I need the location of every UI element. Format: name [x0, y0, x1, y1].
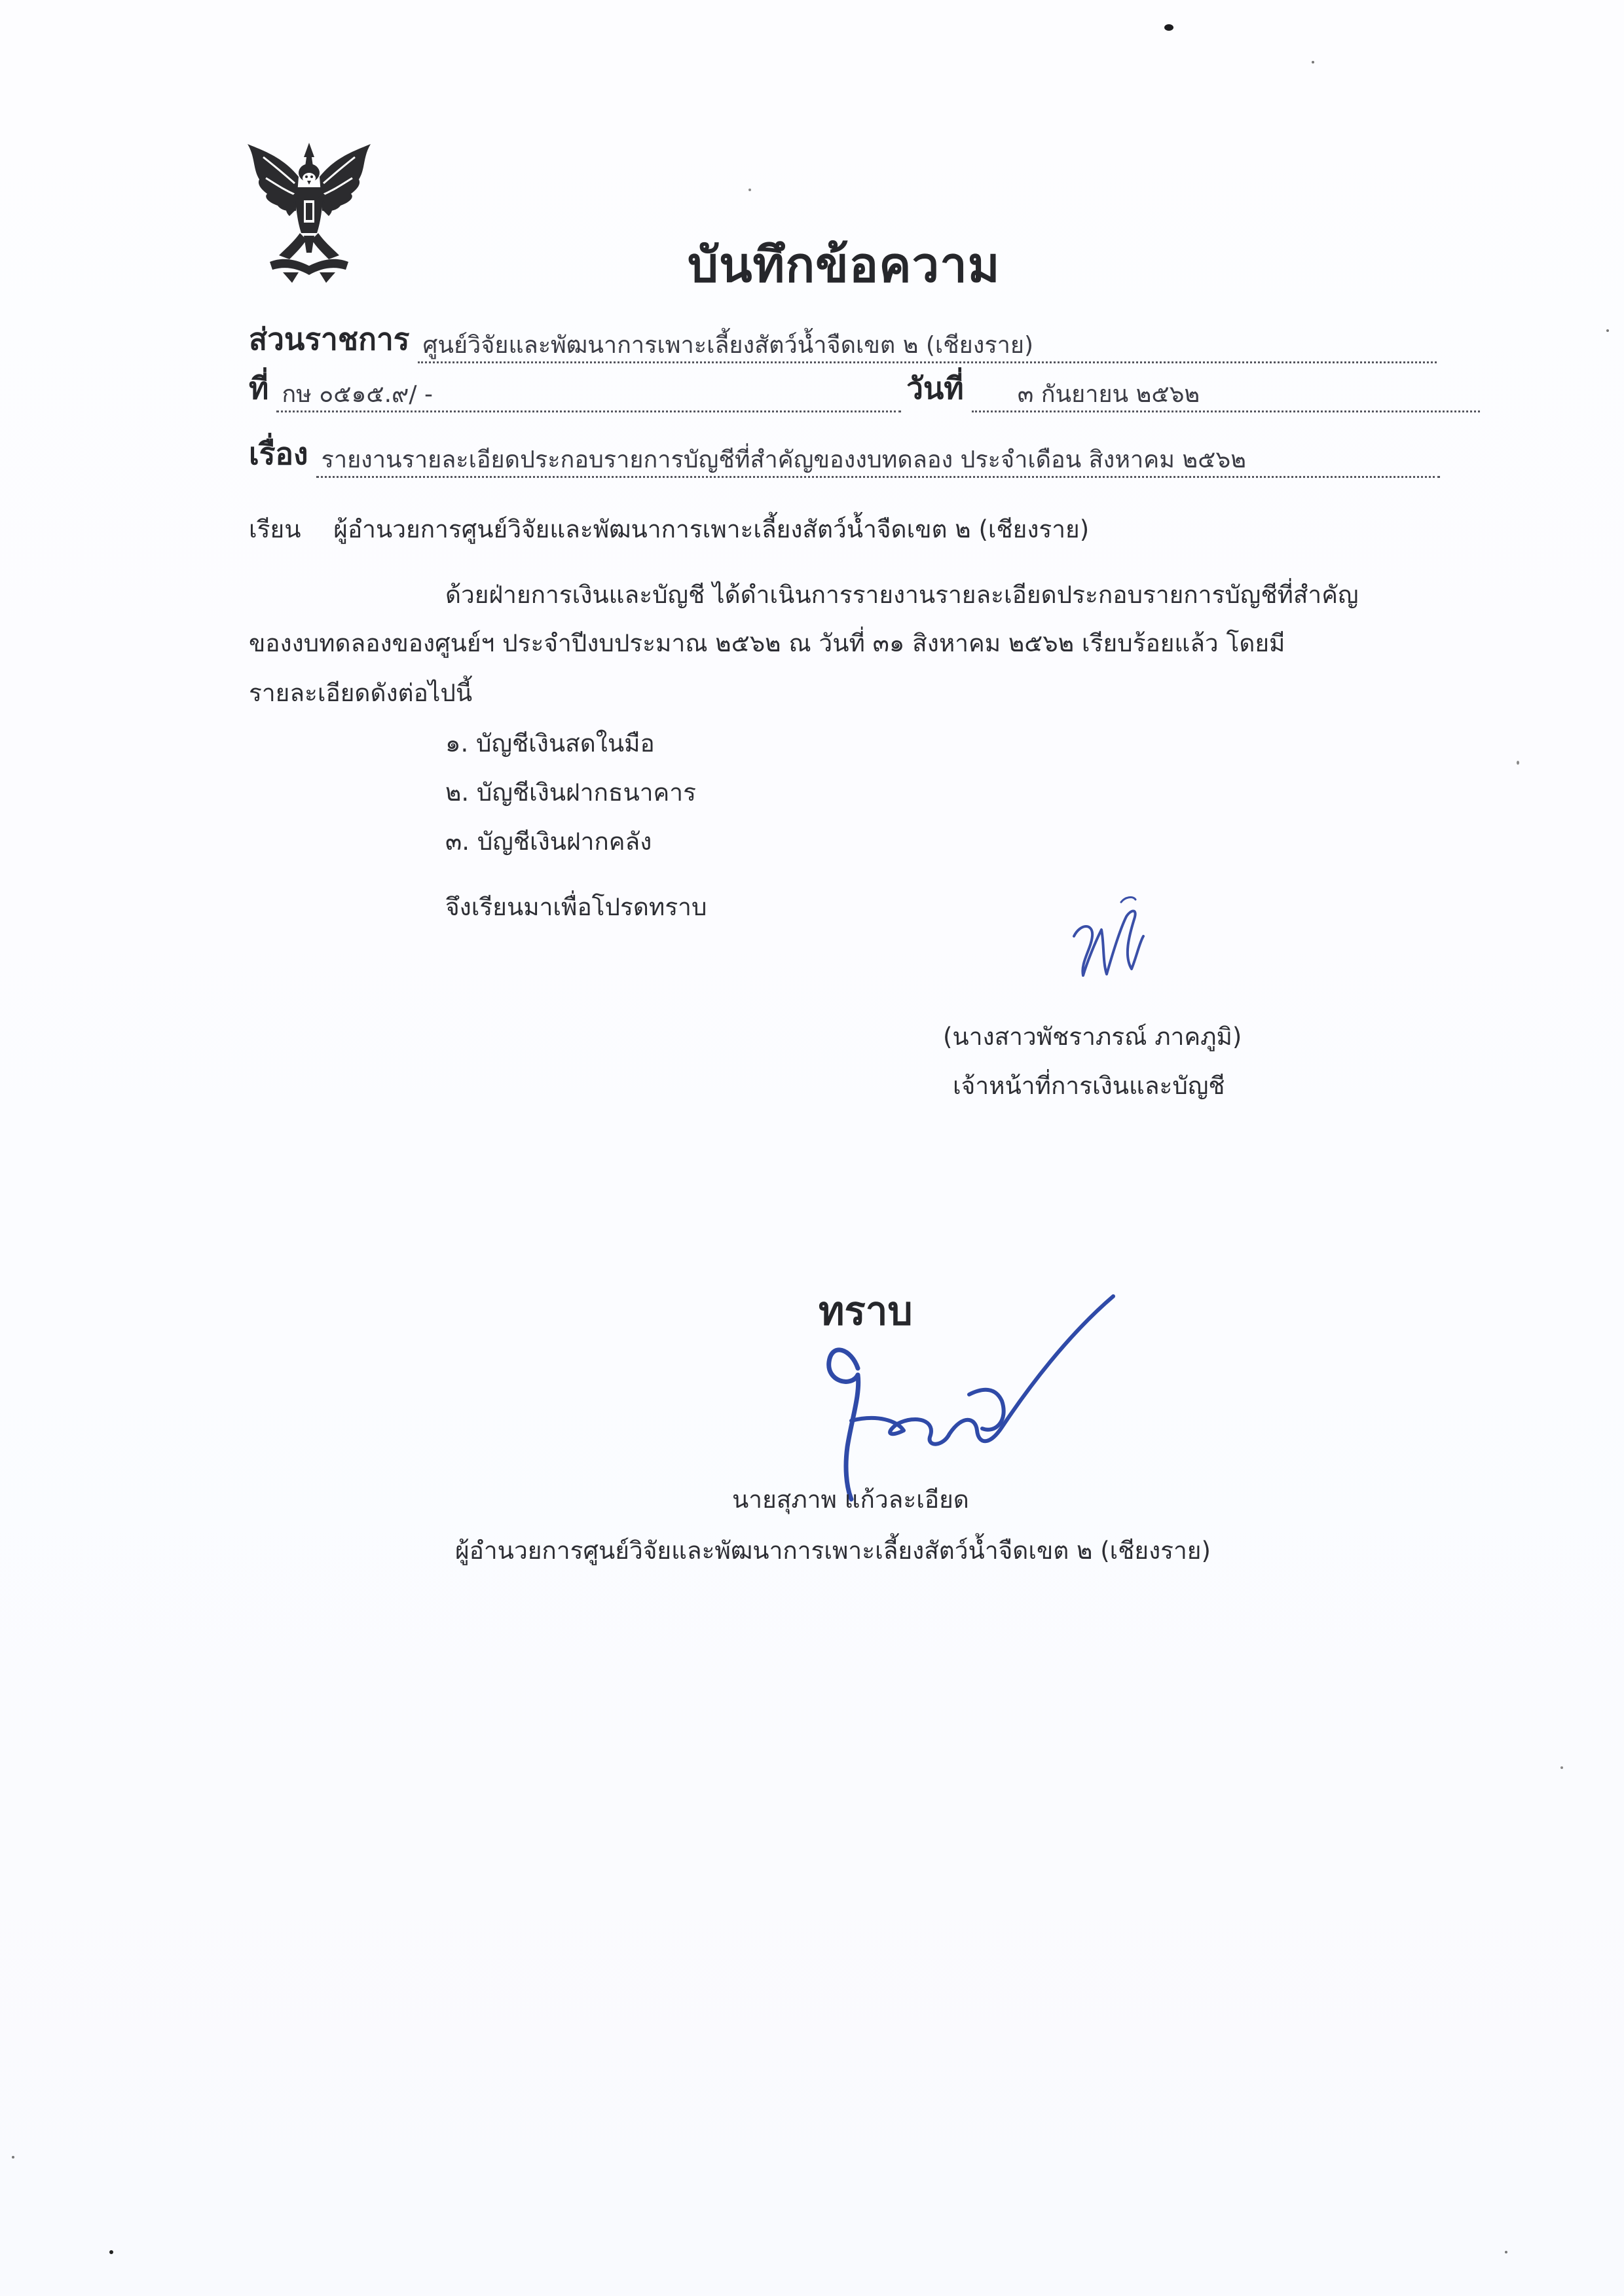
acknowledger-name: นายสุภาพ แก้วละเอียด [732, 1485, 969, 1514]
list-item: ๒. บัญชีเงินฝากธนาคาร [445, 778, 696, 807]
signer-1-position: เจ้าหน้าที่การเงินและบัญชี [953, 1072, 1225, 1100]
signer-1-name: (นางสาวพัชราภรณ์ ภาคภูมิ) [943, 1023, 1242, 1051]
number-label: ที่ [249, 371, 269, 406]
paragraph-line-3: รายละเอียดดังต่อไปนี้ [249, 679, 473, 707]
acknowledger-position: ผู้อำนวยการศูนย์วิจัยและพัฒนาการเพาะเลี้ยงสัตว์น้ำจืดเขต ๒ (เชียงราย) [455, 1537, 1211, 1565]
acknowledgement-label: ทราบ [819, 1288, 913, 1334]
signature-2-mark [805, 1290, 1133, 1506]
subject-row [249, 432, 1480, 478]
garuda-emblem-icon [244, 137, 375, 285]
list-item: ๑. บัญชีเงินสดในมือ [445, 729, 655, 757]
paragraph-line-1: ด้วยฝ่ายการเงินและบัญชี ได้ดำเนินการรายงานรายละเอียดประกอบรายการบัญชีที่สำคัญ [445, 581, 1359, 609]
number-date-row [249, 367, 1480, 412]
signature-1-mark [1061, 890, 1159, 989]
subject-label: เรื่อง [249, 436, 308, 471]
list-item: ๓. บัญชีเงินฝากคลัง [445, 828, 652, 856]
closing-line: จึงเรียนมาเพื่อโปรดทราบ [445, 893, 707, 921]
date-label: วันที่ [906, 371, 964, 406]
division-label: ส่วนราชการ [249, 321, 410, 357]
number-value: กษ ๐๕๑๕.๙/ - [276, 383, 901, 412]
paragraph-line-2: ของงบทดลองของศูนย์ฯ ประจำปีงบประมาณ ๒๕๖๒ ณ วันที่ ๓๑ สิงหาคม ๒๕๖๒ เรียบร้อยแล้ว โดยมี [249, 629, 1285, 657]
subject-value: รายงานรายละเอียดประกอบรายการบัญชีที่สำคัญของงบทดลอง ประจำเดือน สิงหาคม ๒๕๖๒ [316, 448, 1440, 478]
division-value: ศูนย์วิจัยและพัฒนาการเพาะเลี้ยงสัตว์น้ำจืดเขต ๒ (เชียงราย) [418, 334, 1437, 363]
salutation-recipient: ผู้อำนวยการศูนย์วิจัยและพัฒนาการเพาะเลี้ยงสัตว์น้ำจืดเขต ๒ (เชียงราย) [333, 515, 1090, 543]
memo-title: บันทึกข้อความ [688, 237, 1001, 293]
division-row [249, 318, 1480, 363]
salutation-label: เรียน [249, 515, 301, 543]
salutation-line [249, 517, 1089, 541]
date-value: ๓ กันยายน ๒๕๖๒ [972, 383, 1480, 412]
